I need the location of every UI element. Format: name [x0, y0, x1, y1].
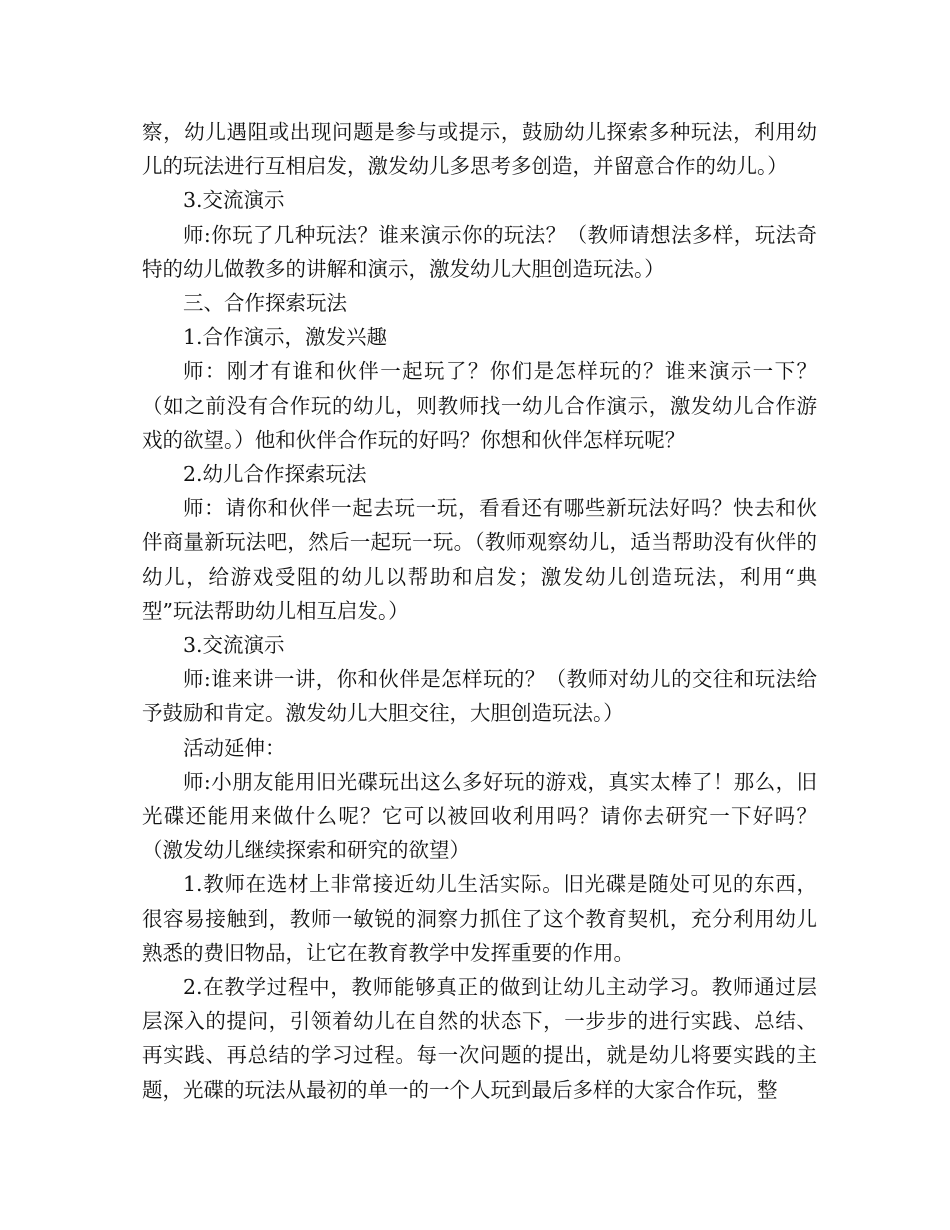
paragraph-14: 2.在教学过程中，教师能够真正的做到让幼儿主动学习。教师通过层层深入的提问，引领着幼儿在自然的状态下，一步步的进行实践、总结、再实践、再总结的学习过程。每一次问题的提出，就是幼儿将要实践的主题，光碟的玩法从最初的单一的一个人玩到最后多样的大家合作玩，整 — [142, 975, 817, 1102]
document-body — [142, 115, 817, 1107]
paragraph-13: 1.教师在选材上非常接近幼儿生活实际。旧光碟是随处可见的东西，很容易接触到，教师一敏锐的洞察力抓住了这个教育契机，充分利用幼儿熟悉的费旧物品，让它在教育教学中发挥重要的作用。 — [142, 872, 817, 965]
paragraph-4: 三、合作探索玩法 — [183, 291, 347, 316]
paragraph-1: 察，幼儿遇阻或出现问题是参与或提示，鼓励幼儿探索多种玩法，利用幼儿的玩法进行互相启发，激发幼儿多思考多创造，并留意合作的幼儿。） — [142, 120, 817, 179]
paragraph-10: 师:谁来讲一讲，你和伙伴是怎样玩的？（教师对幼儿的交往和玩法给予鼓励和肯定。激发幼儿大胆交往，大胆创造玩法。） — [142, 667, 817, 726]
paragraph-5: 1.合作演示，激发兴趣 — [183, 325, 388, 350]
paragraph-2: 3.交流演示 — [183, 188, 285, 213]
paragraph-11: 活动延伸： — [183, 735, 286, 760]
paragraph-8: 师：请你和伙伴一起去玩一玩，看看还有哪些新玩法好吗？快去和伙伴商量新玩法吧，然后一起玩一玩。（教师观察幼儿，适当帮助没有伙伴的幼儿，给游戏受阻的幼儿以帮助和启发；激发幼儿创造玩法，利用“典型”玩法帮助幼儿相互启发。） — [142, 496, 817, 623]
paragraph-6: 师：刚才有谁和伙伴一起玩了？你们是怎样玩的？谁来演示一下？（如之前没有合作玩的幼儿，则教师找一幼儿合作演示，激发幼儿合作游戏的欲望。）他和伙伴合作玩的好吗？你想和伙伴怎样玩呢？ — [142, 359, 817, 452]
paragraph-12: 师:小朋友能用旧光碟玩出这么多好玩的游戏，真实太棒了！那么，旧光碟还能用来做什么呢？它可以被回收利用吗？请你去研究一下好吗？（激发幼儿继续探索和研究的欲望） — [142, 769, 817, 863]
paragraph-3: 师:你玩了几种玩法？谁来演示你的玩法？（教师请想法多样，玩法奇特的幼儿做教多的讲解和演示，激发幼儿大胆创造玩法。） — [142, 222, 817, 281]
paragraph-9: 3.交流演示 — [183, 633, 285, 658]
paragraph-7: 2.幼儿合作探索玩法 — [183, 462, 367, 487]
